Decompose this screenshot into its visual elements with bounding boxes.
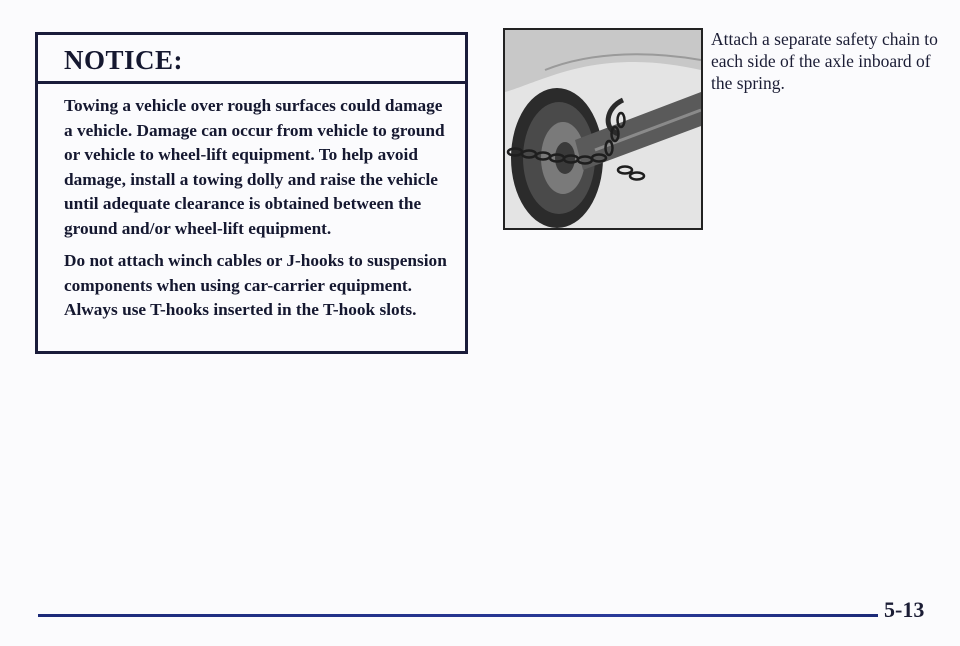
notice-paragraph: Do not attach winch cables or J-hooks to suspension components when using car-carrier equipment. Always use T-hooks inserted in the T-hook slots.	[64, 251, 447, 319]
safety-chain-illustration	[503, 28, 703, 230]
footer-rule	[38, 614, 878, 617]
illustration-svg	[505, 30, 701, 228]
notice-header	[38, 35, 465, 84]
notice-title: NOTICE:	[64, 44, 184, 75]
notice-box	[35, 32, 468, 354]
page-number: 5-13	[884, 597, 925, 622]
notice-body	[38, 84, 465, 323]
side-instruction-text: Attach a separate safety chain to each side of the axle inboard of the spring.	[711, 29, 938, 93]
notice-paragraph: Towing a vehicle over rough surfaces could damage a vehicle. Damage can occur from vehicle to ground or vehicle to wheel-lift equipment. To help avoid damage, install a towing dolly and raise the vehicle until adequate clearance is obtained between the ground and/or wheel-lift equipment.	[64, 96, 445, 238]
